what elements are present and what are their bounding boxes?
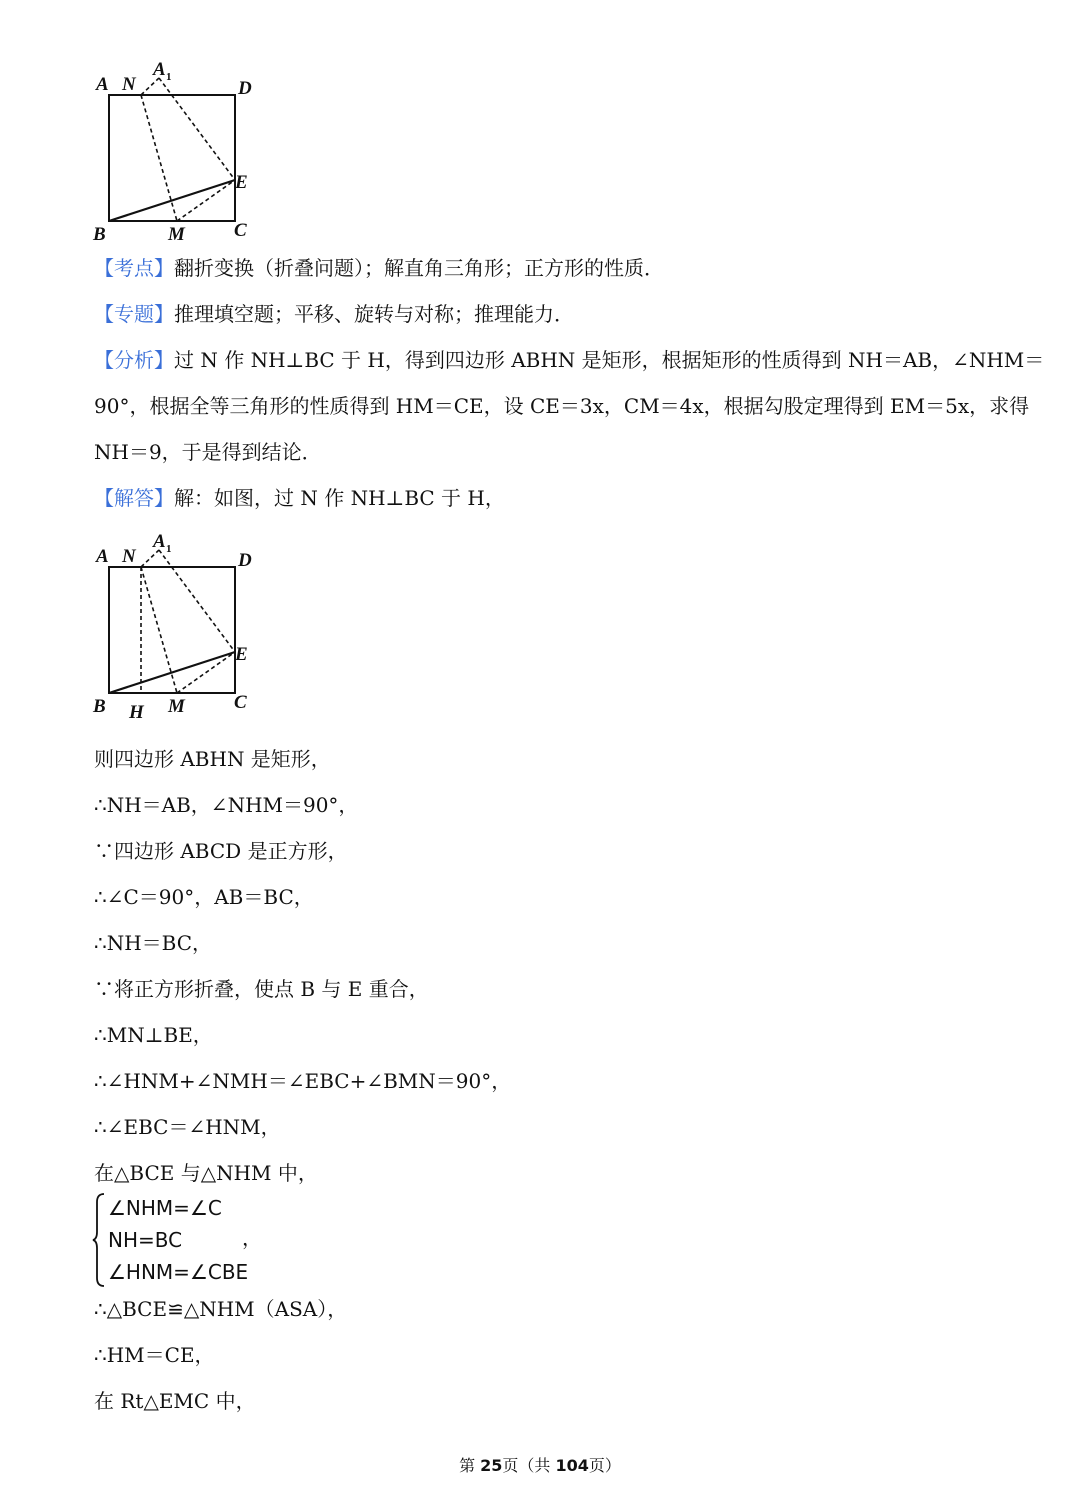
kaodian-line	[94, 253, 1024, 283]
figure-square-fold-1	[86, 59, 262, 245]
page-footer	[0, 1453, 1080, 1476]
jieda-line	[94, 483, 1024, 513]
kaodian-tag: 【考点】	[94, 256, 174, 280]
label-a1: A	[153, 531, 166, 552]
label-h: H	[129, 702, 144, 723]
equation-row: ∠HNM=∠CBE	[108, 1260, 249, 1284]
fenxi-tag: 【分析】	[94, 348, 174, 372]
equation-rows	[108, 1192, 248, 1288]
segment-nm	[141, 567, 177, 693]
label-m: M	[168, 224, 185, 245]
zhuanti-text: 推理填空题；平移、旋转与对称；推理能力．	[174, 302, 574, 326]
label-c: C	[234, 692, 247, 713]
label-a1-sub: 1	[166, 71, 172, 83]
equation-comma: ，	[242, 1226, 262, 1250]
equation-row: ∠NHM=∠C	[108, 1196, 222, 1220]
step-line: ∵将正方形折叠，使点 B 与 E 重合，	[94, 977, 429, 1001]
footer-page-number: 25	[480, 1456, 503, 1475]
step-line: 在△BCE 与△NHM 中，	[94, 1161, 318, 1185]
zhuanti-line	[94, 299, 1024, 329]
jieda-tag: 【解答】	[94, 486, 174, 510]
footer-post: 页）	[588, 1456, 621, 1475]
fenxi-line-1	[94, 345, 1045, 375]
segment-a1e	[159, 550, 235, 652]
label-a1: A	[153, 59, 166, 80]
label-e: E	[235, 172, 248, 193]
square-abcd	[109, 95, 235, 221]
label-a1-sub: 1	[166, 543, 172, 555]
fenxi-line-3: NH＝9，于是得到结论．	[94, 440, 322, 464]
segment-me	[177, 652, 235, 693]
footer-pre: 第	[459, 1456, 481, 1475]
label-n: N	[122, 546, 136, 567]
label-a: A	[96, 74, 109, 95]
figure-1-svg	[86, 59, 262, 245]
step-line: ∴MN⊥BE，	[94, 1023, 213, 1047]
label-d: D	[238, 78, 252, 99]
step-line: 在 Rt△EMC 中，	[94, 1389, 256, 1413]
equation-row: NH=BC	[108, 1228, 183, 1252]
segment-me	[177, 180, 235, 221]
segment-a1e	[159, 78, 235, 180]
label-b: B	[93, 224, 106, 245]
step-line: ∴∠HNM+∠NMH＝∠EBC+∠BMN＝90°，	[94, 1069, 512, 1093]
square-abcd	[109, 567, 235, 693]
segment-nm	[141, 95, 177, 221]
fenxi-text-1: 过 N 作 NH⊥BC 于 H，得到四边形 ABHN 是矩形，根据矩形的性质得到 NH＝AB，∠NHM＝	[174, 348, 1045, 372]
kaodian-text: 翻折变换（折叠问题）；解直角三角形；正方形的性质．	[174, 256, 664, 280]
segment-na1	[141, 78, 159, 95]
step-line: ∴∠EBC＝∠HNM，	[94, 1115, 281, 1139]
equation-system	[92, 1192, 332, 1288]
figure-2-svg	[86, 531, 262, 723]
fenxi-line-2: 90°，根据全等三角形的性质得到 HM＝CE，设 CE＝3x，CM＝4x，根据勾股定理得到 EM＝5x，求得	[94, 394, 1030, 418]
footer-mid: 页（共	[502, 1456, 556, 1475]
label-d: D	[238, 550, 252, 571]
left-brace-icon	[92, 1192, 106, 1288]
segment-be	[109, 180, 235, 221]
segment-na1	[141, 550, 159, 567]
segment-be	[109, 652, 235, 693]
label-e: E	[235, 644, 248, 665]
label-c: C	[234, 220, 247, 241]
step-line: ∵四边形 ABCD 是正方形，	[94, 839, 348, 863]
jieda-text: 解：如图，过 N 作 NH⊥BC 于 H，	[174, 486, 505, 510]
label-m: M	[168, 696, 185, 717]
label-a: A	[96, 546, 109, 567]
zhuanti-tag: 【专题】	[94, 302, 174, 326]
step-line: ∴NH＝BC，	[94, 931, 213, 955]
step-line: ∴∠C＝90°，AB＝BC，	[94, 885, 314, 909]
step-line: 则四边形 ABHN 是矩形，	[94, 747, 331, 771]
footer-total-pages: 104	[555, 1456, 589, 1475]
label-n: N	[122, 74, 136, 95]
label-b: B	[93, 696, 106, 717]
step-line: ∴△BCE≌△NHM（ASA），	[94, 1297, 348, 1321]
step-line: ∴HM＝CE，	[94, 1343, 215, 1367]
step-line: ∴NH＝AB，∠NHM＝90°，	[94, 793, 359, 817]
figure-square-fold-2	[86, 531, 262, 723]
